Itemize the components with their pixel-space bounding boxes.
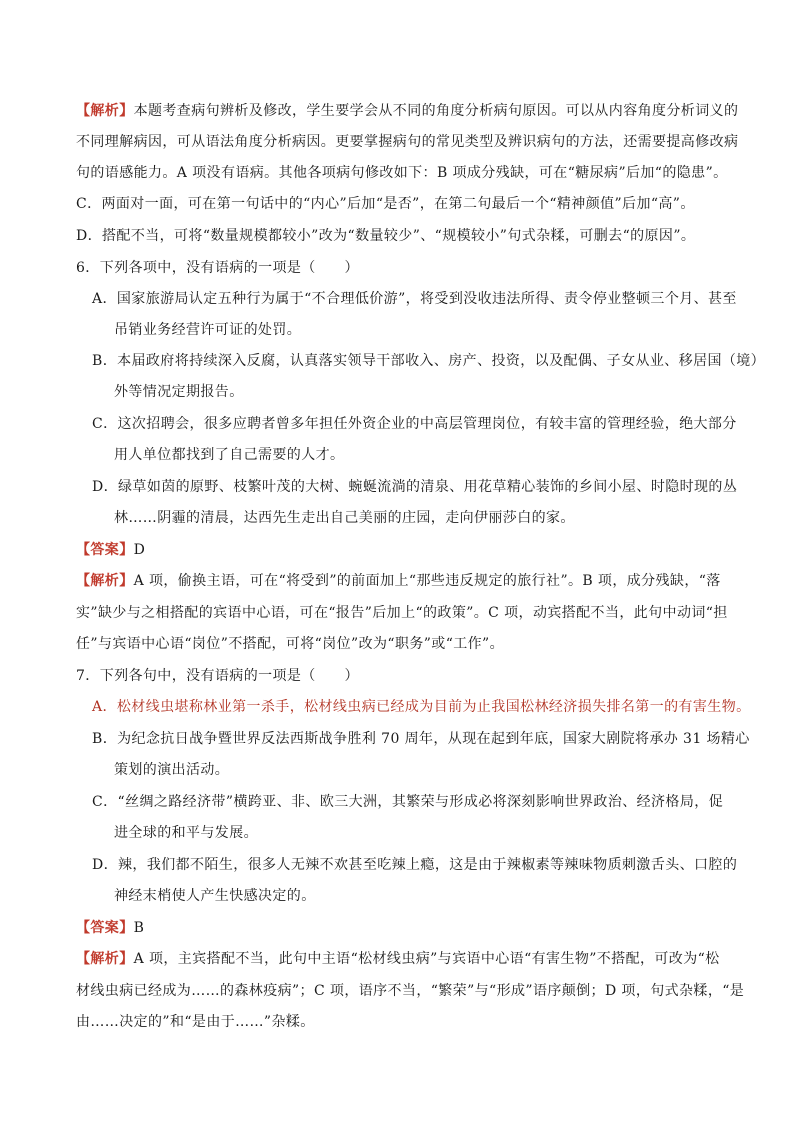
option-b-cont: 外等情况定期报告。 bbox=[114, 384, 244, 400]
explanation-line: C．两面对一面，可在第一句话中的“内心”后加“是否”，在第二句最后一个“精神颜值”后加“高”。 bbox=[76, 196, 695, 212]
option-c-cont: 进全球的和平与发展。 bbox=[114, 825, 258, 841]
option-c-cont: 用人单位都找到了自己需要的人才。 bbox=[114, 447, 345, 463]
explanation-line: 不同理解病因，可从语法角度分析病因。更要掌握病句的常见类型及辨识病句的方法，还需要提高修改病 bbox=[76, 134, 739, 150]
explanation-line: 【解析】本题考查病句辨析及修改，学生要学会从不同的角度分析病句原因。可以从内容角度分析词义的 bbox=[76, 103, 739, 119]
answer-tag: 【答案】 bbox=[76, 542, 134, 558]
question-stem: 7．下列各句中，没有语病的一项是（ ） bbox=[76, 668, 359, 684]
option-b-cont: 策划的演出活动。 bbox=[114, 762, 230, 778]
option-a: A．松材线虫堪称林业第一杀手，松材线虫病已经成为目前为止我国松林经济损失排名第一的有害生物。 bbox=[92, 699, 751, 715]
option-d-cont: 林……阴霾的清晨，达西先生走出自己美丽的庄园，走向伊丽莎白的家。 bbox=[114, 510, 575, 526]
option-b: B．本届政府将持续深入反腐，认真落实领导干部收入、房产、投资，以及配偶、子女从业、移居国（境） bbox=[92, 353, 766, 369]
explanation-line: 材线虫病已经成为……的森林疫病”；C 项，语序不当，“繁荣”与“形成”语序颠倒；D 项，句式杂糅，“是 bbox=[76, 983, 745, 999]
option-c: C．这次招聘会，很多应聘者曾多年担任外资企业的中高层管理岗位，有较丰富的管理经验，绝大部分 bbox=[92, 416, 737, 432]
explanation-tag: 【解析】 bbox=[76, 103, 134, 119]
explanation-line: 句的语感能力。A 项没有语病。其他各项病句修改如下：B 项成分残缺，可在“糖尿病”后加“的隐患”。 bbox=[76, 165, 728, 181]
explanation-line: 实”缺少与之相搭配的宾语中心语，可在“报告”后加上“的政策”。C 项，动宾搭配不当，此句中动词“担 bbox=[76, 605, 728, 621]
explanation-line: 由……决定的”和“是由于……”杂糅。 bbox=[76, 1014, 315, 1030]
explanation-tag: 【解析】 bbox=[76, 951, 134, 967]
explanation-line: 任”与宾语中心语“岗位”不搭配，可将“岗位”改为“职务”或“工作”。 bbox=[76, 636, 505, 652]
answer-line bbox=[76, 918, 144, 938]
question-stem: 6．下列各项中，没有语病的一项是（ ） bbox=[76, 260, 359, 276]
answer-line bbox=[76, 540, 145, 560]
option-d-cont: 神经末梢使人产生快感决定的。 bbox=[114, 888, 316, 904]
explanation-line: 【解析】A 项，偷换主语，可在“将受到”的前面加上“那些违反规定的旅行社”。B 项，成分残缺，“落 bbox=[76, 573, 721, 589]
answer-value: D bbox=[133, 542, 146, 558]
option-d: D．绿草如茵的原野、枝繁叶茂的大树、蜿蜒流淌的清泉、用花草精心装饰的乡间小屋、时隐时现的丛 bbox=[92, 479, 738, 495]
option-b: B．为纪念抗日战争暨世界反法西斯战争胜利 70 周年，从现在起到年底，国家大剧院将承办 31 场精心 bbox=[92, 731, 750, 747]
option-a: A．国家旅游局认定五种行为属于“不合理低价游”，将受到没收违法所得、责令停业整顿三个月、甚至 bbox=[92, 291, 737, 307]
answer-tag: 【答案】 bbox=[76, 920, 134, 936]
explanation-tag: 【解析】 bbox=[76, 573, 134, 589]
explanation-line: 【解析】A 项，主宾搭配不当，此句中主语“松材线虫病”与宾语中心语“有害生物”不搭配，可改为“松 bbox=[76, 951, 720, 967]
option-d: D．辣，我们都不陌生，很多人无辣不欢甚至吃辣上瘾，这是由于辣椒素等辣味物质刺激舌头、口腔的 bbox=[92, 857, 738, 873]
explanation-line: D．搭配不当，可将“数量规模都较小”改为“数量较少”、“规模较小”句式杂糅，可删去“的原因”。 bbox=[76, 228, 696, 244]
answer-value: B bbox=[133, 920, 145, 936]
option-a-cont: 吊销业务经营许可证的处罚。 bbox=[114, 322, 302, 338]
option-c: C．“丝绸之路经济带”横跨亚、非、欧三大洲，其繁荣与形成必将深刻影响世界政治、经济格局，促 bbox=[92, 794, 724, 810]
